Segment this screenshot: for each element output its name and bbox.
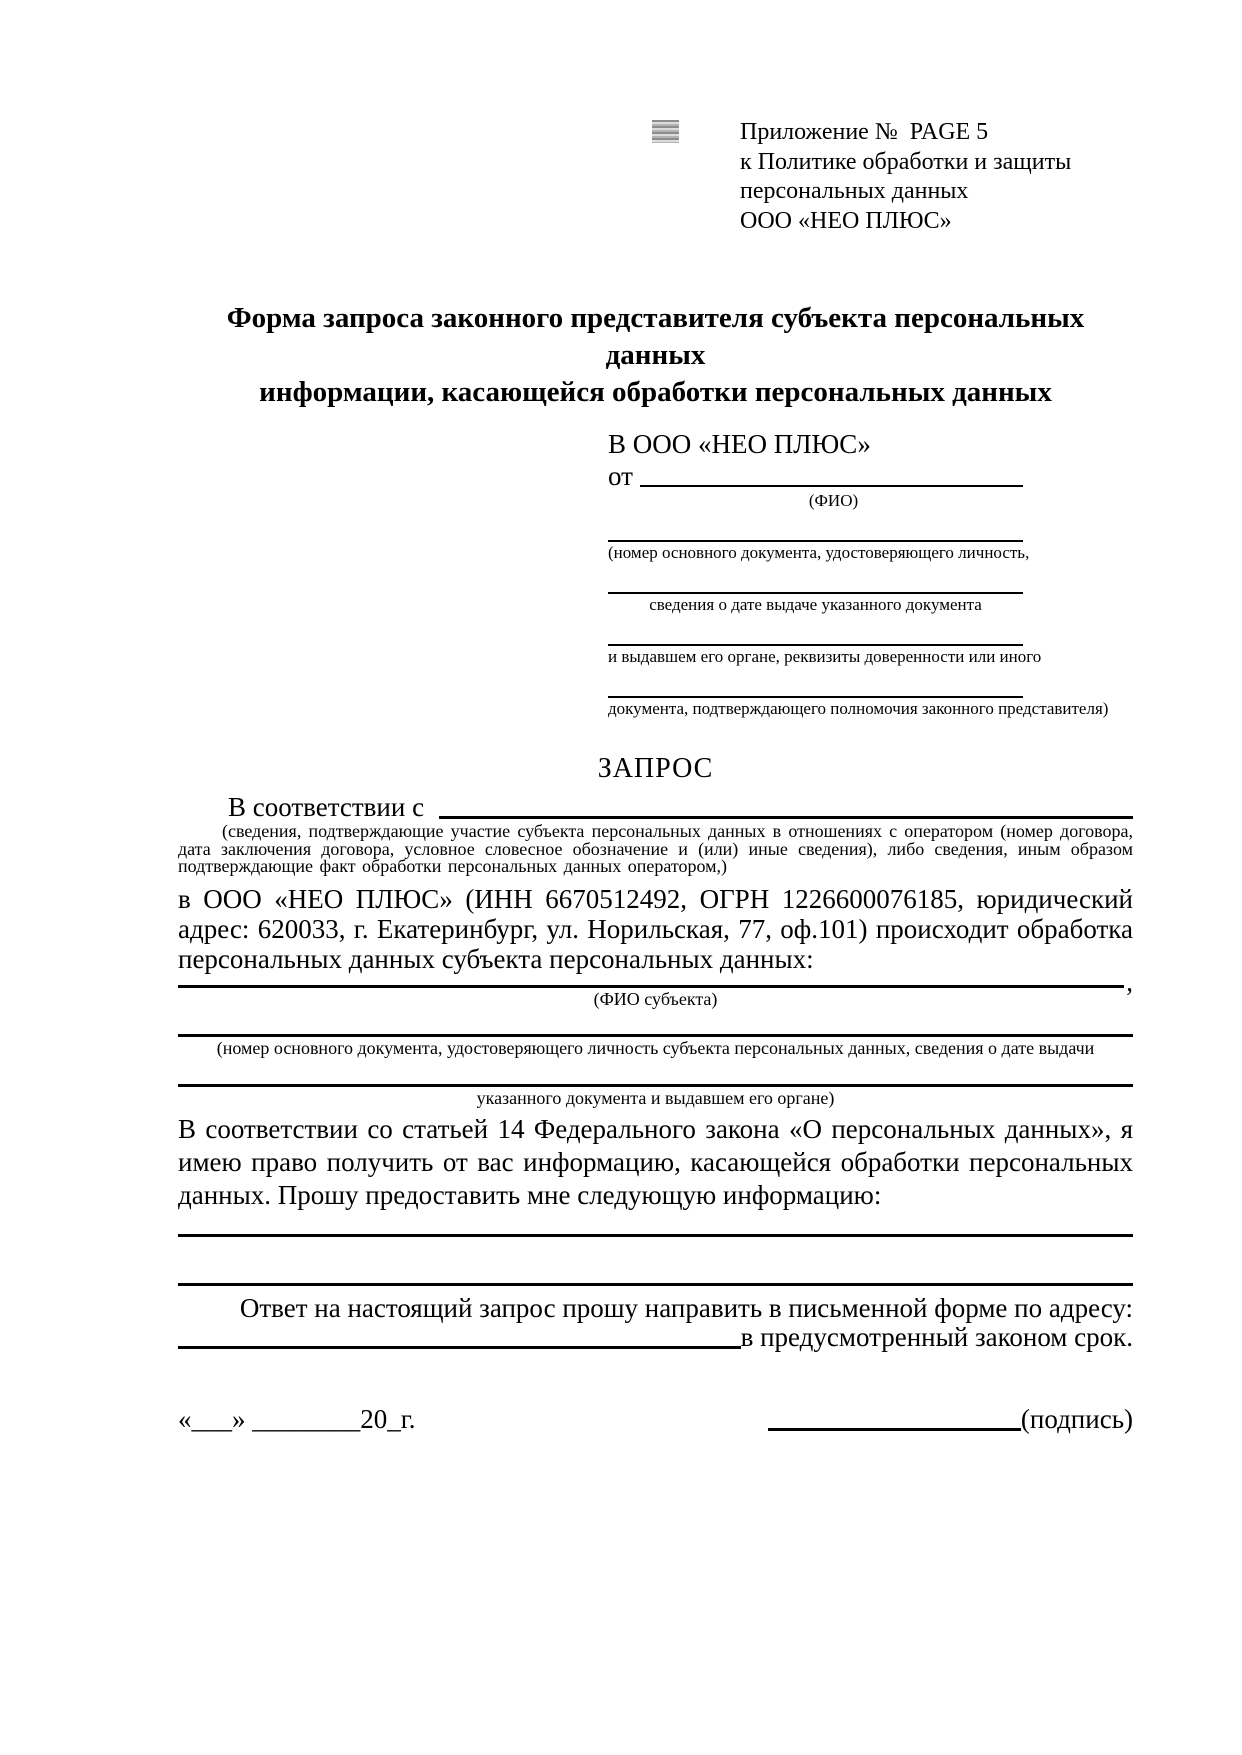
addressee-block [608,428,1109,720]
requested-info-blank-line-2 [178,1237,1133,1286]
requested-info-blank-line-1 [178,1212,1133,1237]
issue-date-caption: сведения о дате выдаче указанного документа [649,595,982,614]
signature-blank-line [768,1404,1021,1431]
addressee-from-row [608,462,1023,490]
issuing-authority-blank-line [608,616,1023,646]
signature-caption: (подпись) [1020,1403,1133,1434]
representative-authority-blank-line [608,668,1023,698]
document-title-line-2: информации, касающейся обработки персональных данных [259,376,1052,408]
document-title [178,300,1133,411]
fio-caption: (ФИО) [808,491,859,510]
appendix-line-3: персональных данных [740,178,969,204]
issue-date-blank-line [608,564,1023,594]
response-address-row [178,1322,1133,1352]
request-heading: ЗАПРОС [597,753,714,784]
subject-fio-caption: (ФИО субъекта) [593,988,718,1009]
representative-authority-caption: документа, подтверждающего полномочия законного представителя) [608,699,1109,718]
request-intro-row [178,793,1133,821]
subject-document-caption-2: указанного документа и выдавшем его органе) [476,1087,835,1108]
appendix-header [740,118,1140,236]
response-suffix: в предусмотренный законом срок. [740,1321,1133,1352]
operator-paragraph: в ООО «НЕО ПЛЮС» (ИНН 6670512492, ОГРН 1226600076185, юридический адрес: 620033, г. Екатеринбург, ул. Норильская, 77, оф.101) происходит обработка персональных данных субъекта персональных данных: [178,883,1133,974]
fio-blank-line [640,462,1023,487]
subject-fio-comma: , [1126,966,1133,997]
subject-document-caption-1: (номер основного документа, удостоверяющего личность субъекта персональных данных, сведения о дате выдачи [216,1037,1095,1058]
subject-document-blank-line-2 [178,1059,1133,1087]
subject-fio-row [178,966,1133,997]
embedded-object-icon [652,120,679,143]
fine-print-note: (сведения, подтверждающие участие субъекта персональных данных в отношениях с оператором (номер договора, дата заключения договора, условное словесное обозначение и (или) иные сведения), либо сведения, иным образом подтверждающие факт обработки персональных данных оператором,) [178,821,1133,876]
from-label: от [608,461,640,491]
appendix-line-4: ООО «НЕО ПЛЮС» [740,207,952,234]
issuing-authority-caption: и выдавшем его органе, реквизиты доверенности или иного [608,647,1042,666]
response-address-blank-line [178,1322,741,1349]
appendix-line-1: Приложение № PAGE 5 [740,119,989,145]
addressee-to: В ООО «НЕО ПЛЮС» [608,429,871,459]
date-line: «___» ________20_г. [178,1403,416,1434]
response-line: Ответ на настоящий запрос прошу направить в письменной форме по адресу: [239,1292,1133,1323]
intro-label: В соответствии с [228,792,431,822]
signature-row [178,1404,1133,1434]
law-paragraph: В соответствии со статьей 14 Федерального закона «О персональных данных», я имею право получить от вас информацию, касающейся обработки персональных данных. Прошу предоставить мне следующую информацию: [178,1113,1133,1210]
basis-blank-line [439,793,1133,819]
appendix-line-2: к Политике обработки и защиты [740,148,1072,175]
document-title-line-1: Форма запроса законного представителя субъекта персональных данных [226,302,1085,371]
document-number-caption: (номер основного документа, удостоверяющего личность, [608,543,1030,562]
subject-document-blank-line-1 [178,1010,1133,1037]
document-number-blank-line [608,512,1023,542]
signature-block [768,1404,1133,1434]
